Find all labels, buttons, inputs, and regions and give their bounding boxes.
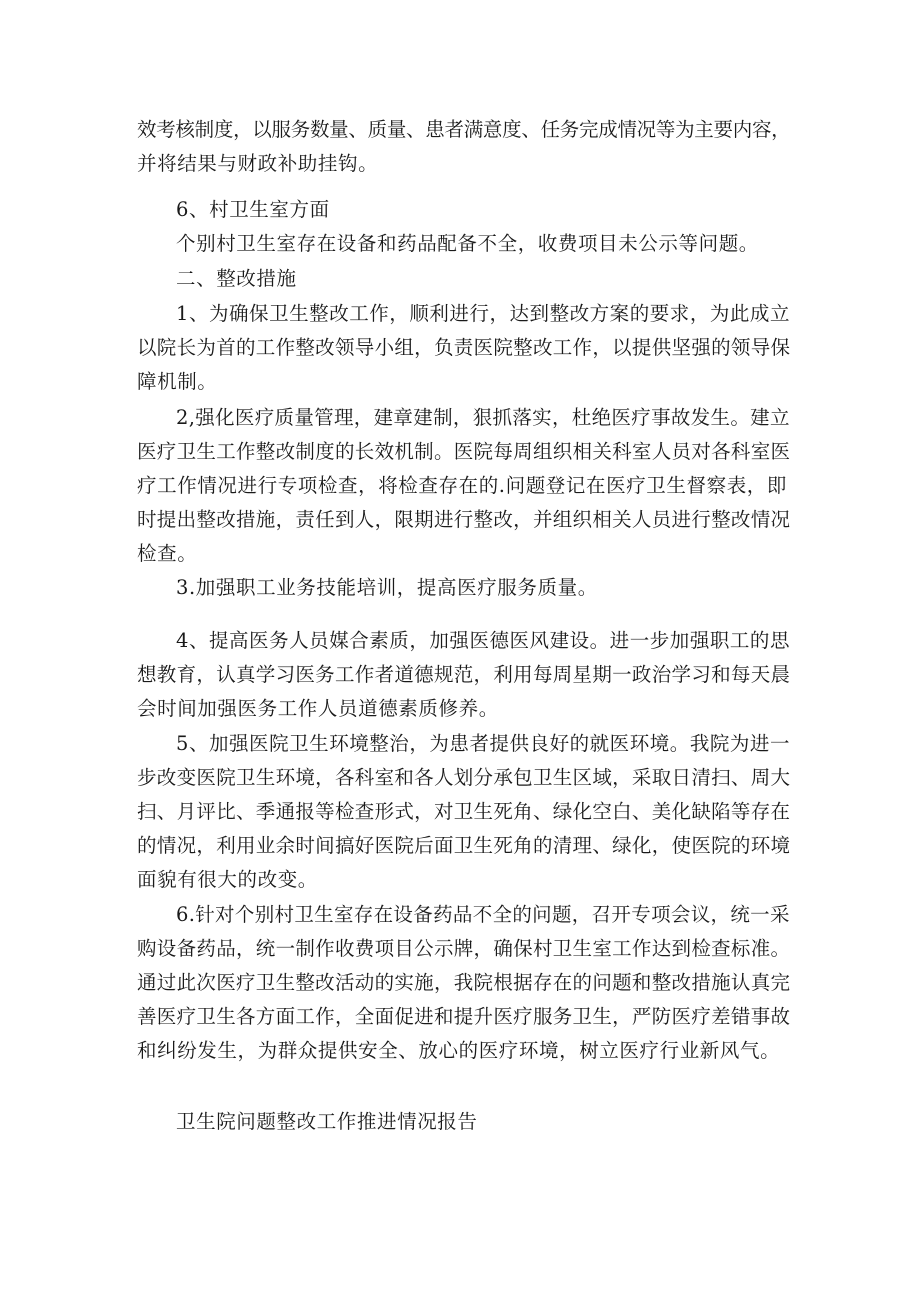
text-line: 购设备药品，统一制作收费项目公示牌，确保村卫生室工作达到检查标准。 [137, 937, 791, 960]
text-line: 疗工作情况进行专项检查，将检查存在的.问题登记在医疗卫生督察表，即 [137, 474, 787, 497]
section-heading: 6、村卫生室方面 [176, 198, 330, 221]
text-line: 4、提高医务人员媒合素质，加强医德医风建设。进一步加强职工的思 [176, 629, 791, 652]
text-line: 以院长为首的工作整改领导小组，负责医院整改工作，以提供坚强的领导保 [137, 336, 791, 359]
section-heading: 二、整改措施 [176, 267, 297, 290]
text-line: 想教育，认真学习医务工作者道德规范，利用每周星期一政治学习和每天晨 [137, 663, 791, 686]
text-line: 并将结果与财政补助挂钩。 [137, 152, 379, 175]
next-section-title: 卫生院问题整改工作推进情况报告 [176, 1110, 478, 1133]
text-line: 1、为确保卫生整改工作，顺利进行，达到整改方案的要求，为此成立 [176, 302, 791, 325]
text-line: 障机制。 [137, 370, 218, 393]
text-line: 的情况，利用业余时间搞好医院后面卫生死角的清理、绿化，使医院的环境 [137, 834, 791, 857]
text-line: 面貌有很大的改变。 [137, 868, 318, 891]
text-line: 医疗卫生工作整改制度的长效机制。医院每周组织相关科室人员对各科室医 [137, 440, 791, 463]
text-line: 步改变医院卫生环境，各科室和各人划分承包卫生区域，采取日清扫、周大 [137, 766, 791, 789]
text-line: 和纠纷发生，为群众提供安全、放心的医疗环境，树立医疗行业新风气。 [137, 1039, 781, 1062]
text-line: 6.针对个别村卫生室存在设备药品不全的问题，召开专项会议，统一采 [176, 903, 790, 926]
text-line: 2,强化医疗质量管理，建章建制，狠抓落实，杜绝医疗事故发生。建立 [176, 406, 790, 429]
text-line: 3.加强职工业务技能培训，提高医疗服务质量。 [176, 576, 598, 599]
text-line: 时提出整改措施，责任到人，限期进行整改，并组织相关人员进行整改情况 [137, 508, 791, 531]
text-line: 检查。 [137, 542, 198, 565]
text-line: 通过此次医疗卫生整改活动的实施，我院根据存在的问题和整改措施认真完 [137, 971, 791, 994]
text-line: 善医疗卫生各方面工作，全面促进和提升医疗服务卫生，严防医疗差错事故 [137, 1005, 791, 1028]
text-line: 个别村卫生室存在设备和药品配备不全，收费项目未公示等问题。 [176, 232, 759, 255]
text-line: 扫、月评比、季通报等检查形式，对卫生死角、绿化空白、美化缺陷等存在 [137, 800, 791, 823]
text-line: 效考核制度，以服务数量、质量、患者满意度、任务完成情况等为主要内容， [137, 118, 791, 141]
text-line: 会时间加强医务工作人员道德素质修养。 [137, 697, 499, 720]
text-line: 5、加强医院卫生环境整治，为患者提供良好的就医环境。我院为进一 [176, 732, 791, 755]
